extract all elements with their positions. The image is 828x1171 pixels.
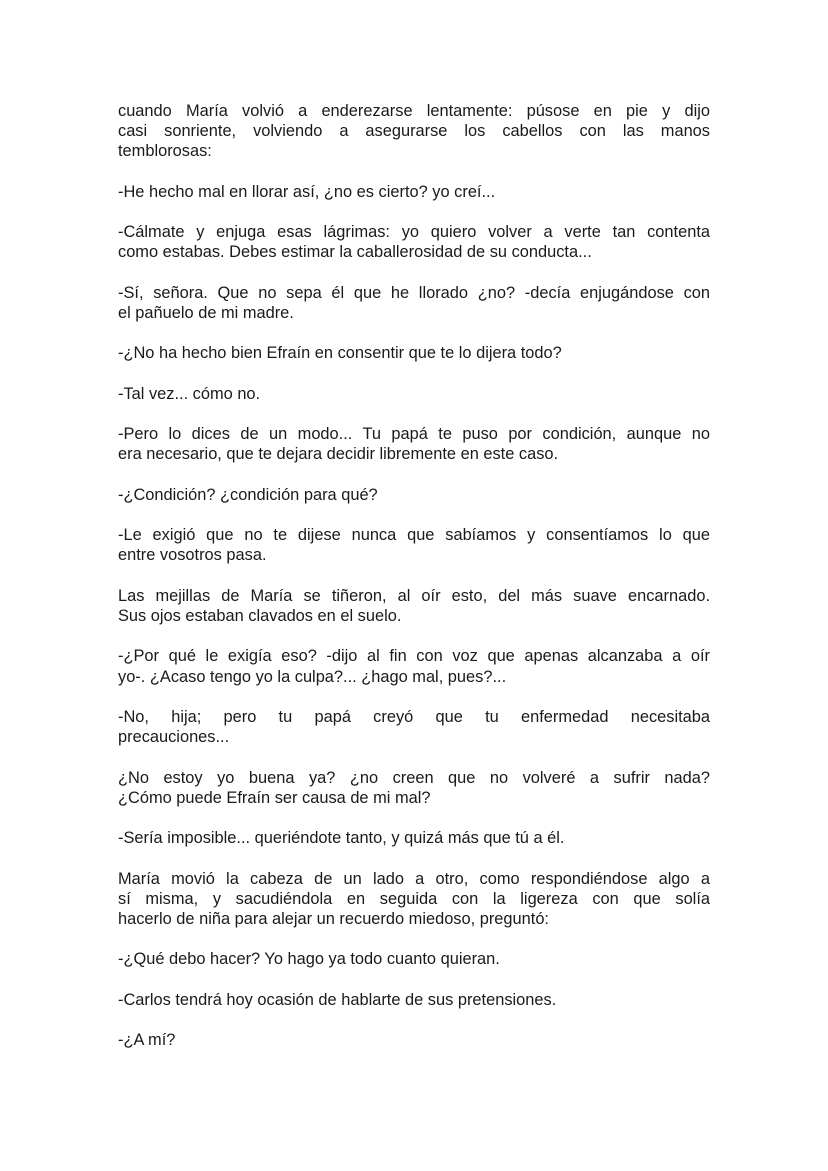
text-line: -Carlos tendrá hoy ocasión de hablarte de sus pretensiones. [118, 990, 557, 1009]
paragraph [118, 182, 710, 202]
text-line: como estabas. Debes estimar la caballerosidad de su conducta... [118, 243, 592, 262]
text-line: -Tal vez... cómo no. [118, 384, 261, 403]
text-line: -He hecho mal en llorar así, ¿no es cierto? yo creí... [118, 182, 496, 201]
text-line: cuando María volvió a enderezarse lentamente: púsose en pie y dijo [118, 102, 710, 120]
text-line: -¿Qué debo hacer? Yo hago ya todo cuanto quieran. [118, 950, 500, 969]
paragraph [118, 525, 710, 565]
text-line: -Cálmate y enjuga esas lágrimas: yo quiero volver a verte tan contenta [118, 223, 710, 242]
paragraph [118, 485, 710, 505]
text-line: entre vosotros pasa. [118, 546, 267, 565]
paragraph [118, 949, 710, 969]
text-line: temblorosas: [118, 142, 212, 161]
text-line: casi sonriente, volviendo a asegurarse los cabellos con las manos [118, 122, 710, 141]
paragraph [118, 283, 710, 323]
text-line: el pañuelo de mi madre. [118, 303, 294, 322]
text-line: Las mejillas de María se tiñeron, al oír esto, del más suave encarnado. [118, 586, 710, 605]
document-body [118, 101, 710, 1070]
text-line: -¿Condición? ¿condición para qué? [118, 485, 378, 504]
text-line: yo-. ¿Acaso tengo yo la culpa?... ¿hago mal, pues?... [118, 667, 507, 686]
text-line: Sus ojos estaban clavados en el suelo. [118, 606, 402, 625]
paragraph [118, 646, 710, 686]
text-line: era necesario, que te dejara decidir libremente en este caso. [118, 445, 559, 464]
text-line: -¿No ha hecho bien Efraín en consentir que te lo dijera todo? [118, 344, 562, 363]
text-line: ¿No estoy yo buena ya? ¿no creen que no volveré a sufrir nada? [118, 768, 710, 787]
text-line: -¿Por qué le exigía eso? -dijo al fin con voz que apenas alcanzaba a oír [118, 647, 710, 666]
paragraph [118, 586, 710, 626]
paragraph [118, 343, 710, 363]
paragraph [118, 384, 710, 404]
paragraph [118, 101, 710, 162]
text-line: ¿Cómo puede Efraín ser causa de mi mal? [118, 788, 431, 807]
paragraph [118, 768, 710, 808]
text-line: -¿A mí? [118, 1031, 176, 1050]
paragraph [118, 424, 710, 464]
text-line: -Sí, señora. Que no sepa él que he llorado ¿no? -decía enjugándose con [118, 283, 710, 302]
text-line: hacerlo de niña para alejar un recuerdo miedoso, preguntó: [118, 909, 549, 928]
text-line: -No, hija; pero tu papá creyó que tu enfermedad necesitaba [118, 707, 710, 726]
text-line: María movió la cabeza de un lado a otro, como respondiéndose algo a [118, 869, 710, 888]
paragraph [118, 707, 710, 747]
paragraph [118, 1030, 710, 1050]
text-line: -Le exigió que no te dijese nunca que sabíamos y consentíamos lo que [118, 526, 710, 545]
text-line: -Sería imposible... queriéndote tanto, y quizá más que tú a él. [118, 829, 565, 848]
paragraph [118, 222, 710, 262]
text-line: sí misma, y sacudiéndola en seguida con la ligereza con que solía [118, 889, 710, 908]
paragraph [118, 990, 710, 1010]
text-line: -Pero lo dices de un modo... Tu papá te puso por condición, aunque no [118, 425, 710, 444]
paragraph [118, 828, 710, 848]
paragraph [118, 869, 710, 930]
text-line: precauciones... [118, 728, 230, 747]
